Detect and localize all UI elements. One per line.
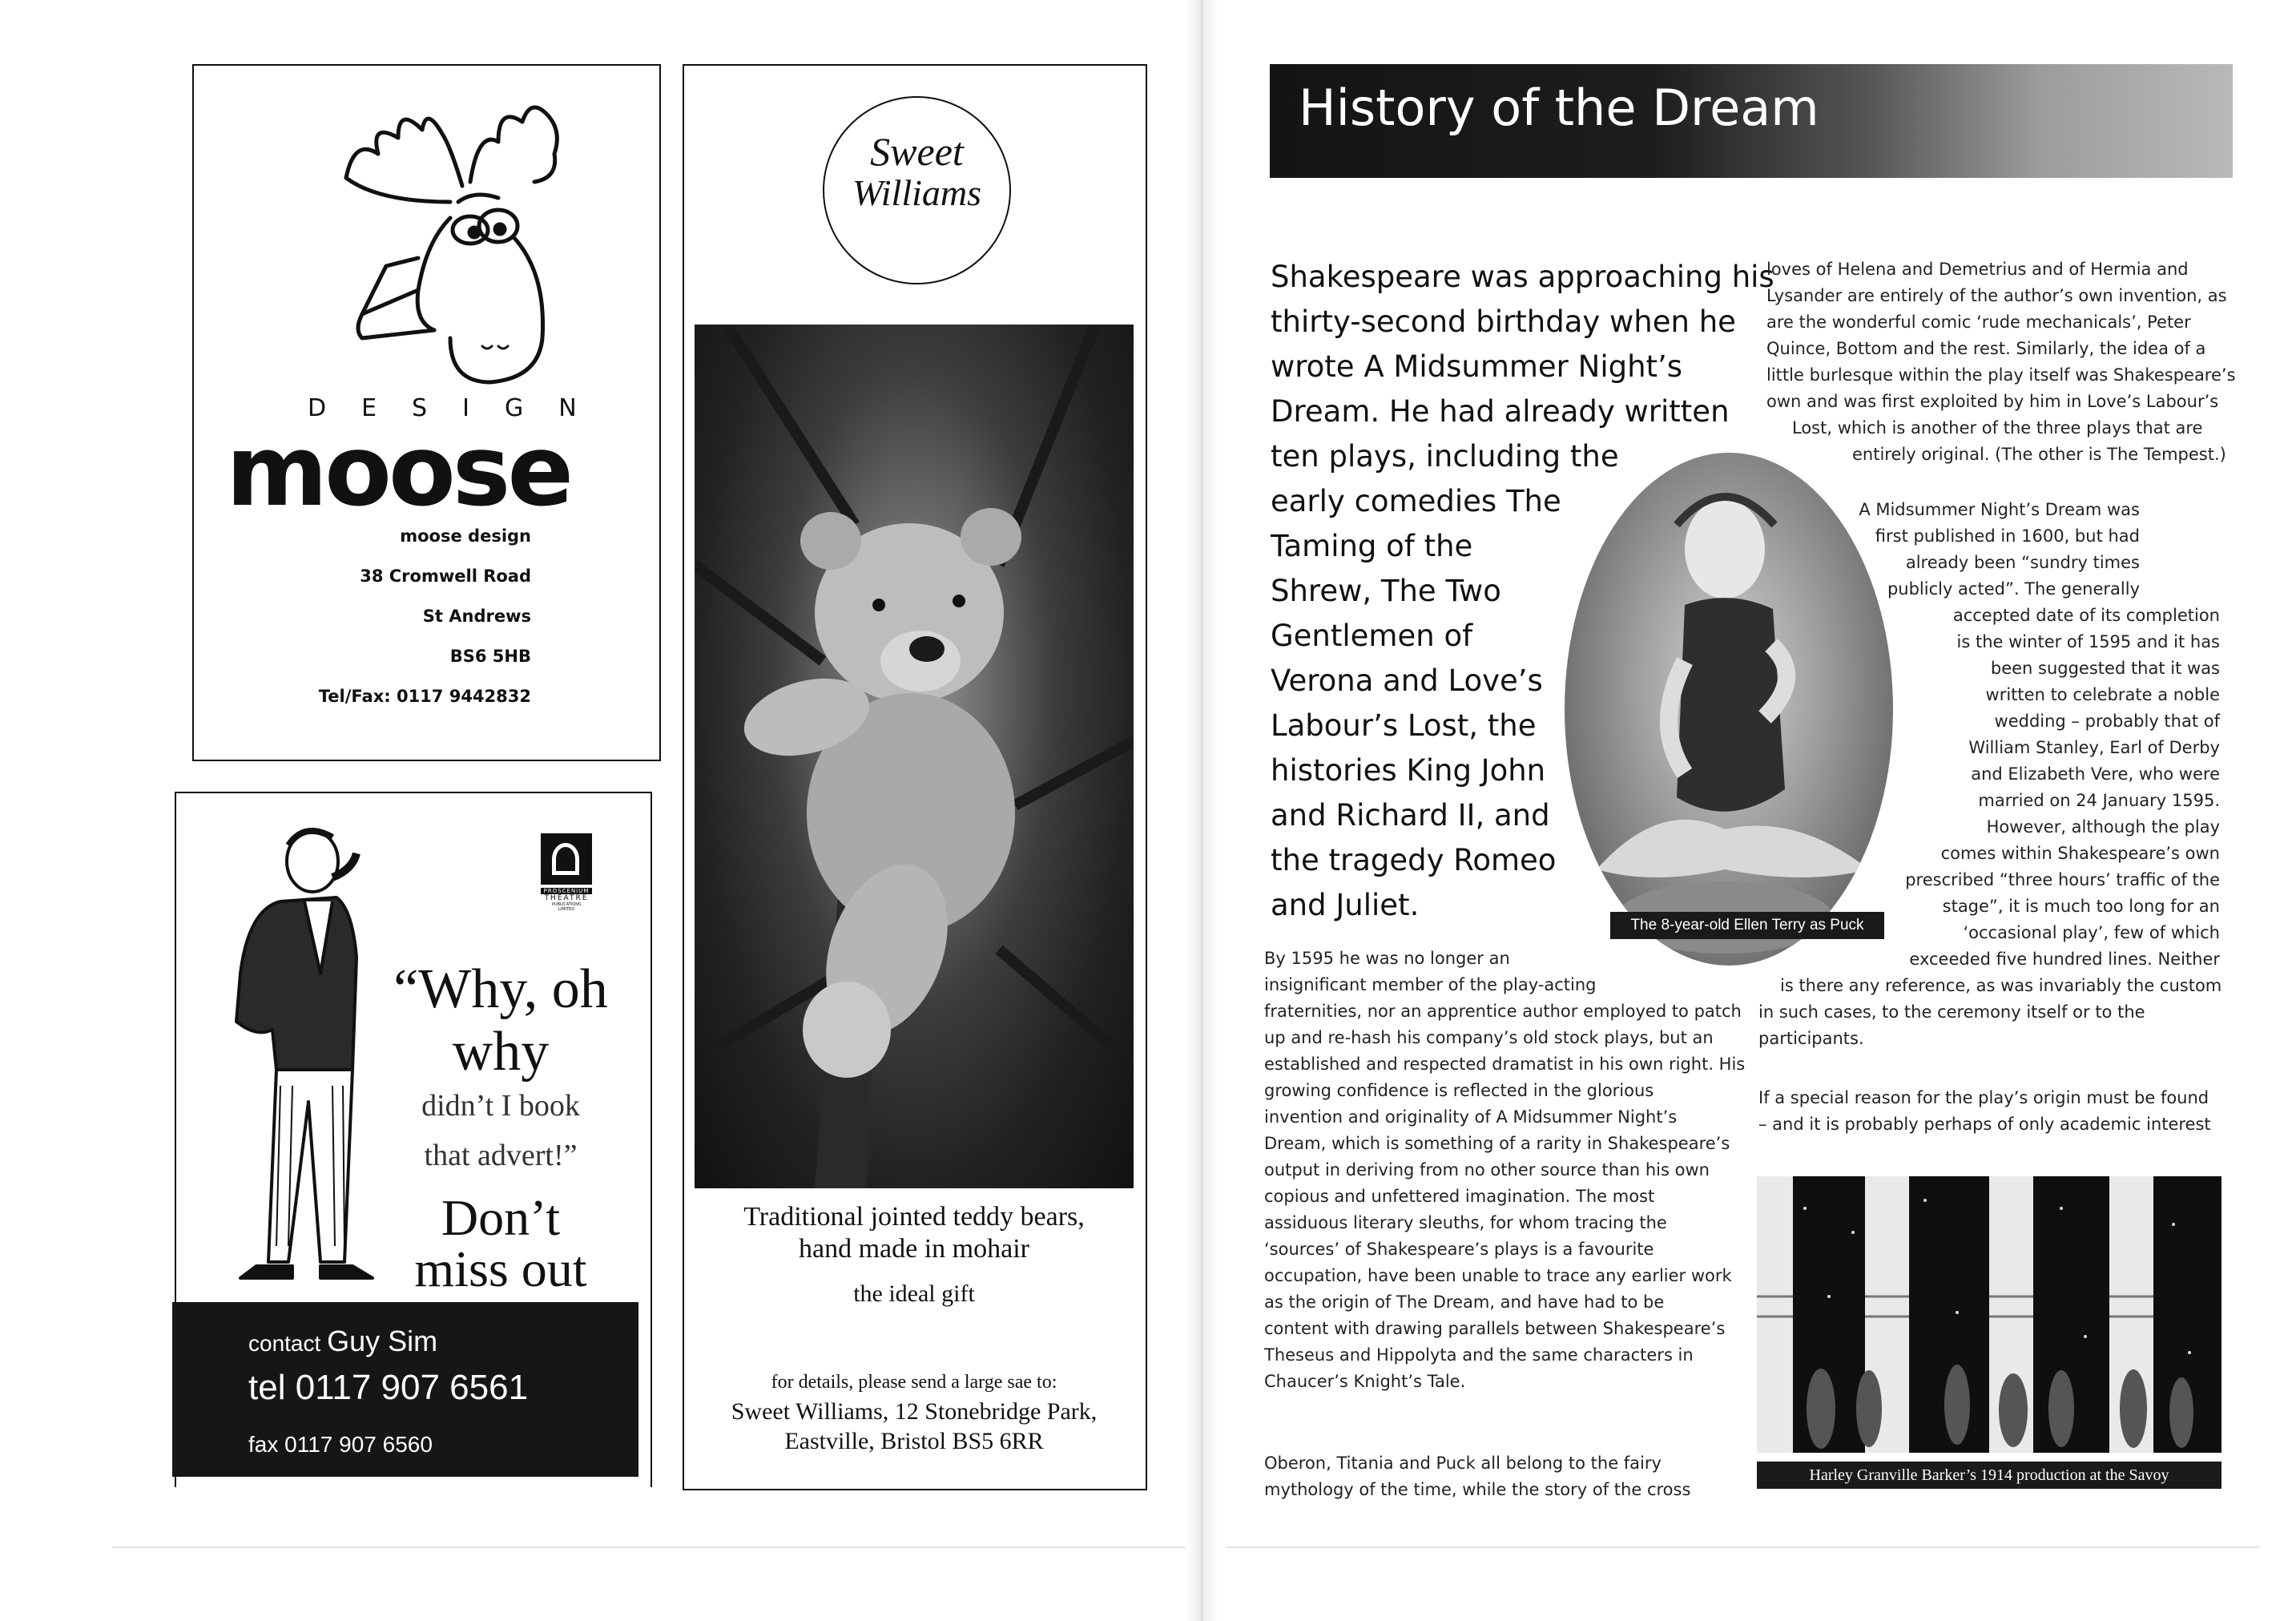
proscenium-logo bbox=[541, 833, 592, 912]
lede-line-10: Verona and Love’s bbox=[1271, 663, 1543, 698]
col2-mid-line-16: stage”, it is much too long for an bbox=[1942, 897, 2220, 916]
col2-bottom-line-1: If a special reason for the play’s origin must be found bbox=[1758, 1088, 2209, 1107]
moose-address-4: BS6 5HB bbox=[449, 647, 531, 666]
col2-mid-line-6: is the winter of 1595 and it has bbox=[1956, 632, 2220, 651]
lede-line-14: the tragedy Romeo bbox=[1271, 843, 1557, 877]
dont-miss-out-line2: miss out bbox=[414, 1240, 587, 1297]
col2-top-line-6: own and was first exploited by him in Love’s Labour’s bbox=[1766, 392, 2219, 411]
why-quote-line3: didn’t I book bbox=[421, 1089, 580, 1123]
proscenium-logo-line2: THEATRE bbox=[544, 894, 589, 902]
col2-mid-line-10: William Stanley, Earl of Derby bbox=[1968, 738, 2220, 757]
article-title: History of the Dream bbox=[1299, 79, 1819, 137]
lede-line-3: wrote A Midsummer Night’s bbox=[1271, 349, 1683, 384]
col2-mid-line-15: prescribed “three hours’ traffic of the bbox=[1905, 870, 2220, 889]
details-line2: Sweet Williams, 12 Stonebridge Park, bbox=[731, 1398, 1098, 1425]
col2-top-line-8: entirely original. (The other is The Tempest.) bbox=[1852, 445, 2226, 464]
teddy-caption-line2: hand made in mohair bbox=[799, 1234, 1029, 1264]
lede-line-12: histories King John bbox=[1271, 753, 1546, 788]
col1-line-13: occupation, have been unable to trace any earlier work bbox=[1264, 1266, 1732, 1285]
col2-mid-line-3: already been “sundry times bbox=[1905, 553, 2140, 572]
col2-mid-line-2: first published in 1600, but had bbox=[1875, 526, 2140, 546]
proscenium-logo-glyph bbox=[552, 843, 579, 875]
teddy-caption-line3: the ideal gift bbox=[853, 1280, 975, 1307]
col1-line-14: as the origin of The Dream, and have had to be bbox=[1264, 1292, 1665, 1312]
why-quote-line4: that advert!” bbox=[424, 1139, 578, 1172]
moose-brand-logo: moose bbox=[226, 414, 571, 528]
col2-mid-line-18: exceeded five hundred lines. Neither bbox=[1909, 950, 2220, 969]
sweet-williams-logo bbox=[823, 96, 1011, 284]
man-on-phone-illustration bbox=[192, 813, 385, 1294]
dont-miss-out-line1: Don’t bbox=[441, 1189, 561, 1246]
col2-top-line-5: little burlesque within the play itself was Shakespeare’s bbox=[1766, 365, 2236, 385]
col2-mid-line-8: written to celebrate a noble bbox=[1985, 685, 2220, 704]
col1-line-12: ‘sources’ of Shakespeare’s plays is a favourite bbox=[1264, 1240, 1654, 1259]
sweet-williams-logo-line2: Williams bbox=[852, 172, 982, 213]
contact-bar bbox=[172, 1302, 638, 1477]
col1-line-5: established and respected dramatist in his own right. His bbox=[1264, 1054, 1746, 1074]
savoy-caption: Harley Granville Barker’s 1914 production at the Savoy bbox=[1757, 1462, 2221, 1489]
teddy-bear-shape bbox=[695, 325, 1134, 1188]
col1-line-8: Dream, which is something of a rarity in Shakespeare’s bbox=[1264, 1134, 1730, 1153]
ellen-terry-photo bbox=[1565, 453, 1893, 966]
col2-top-line-4: Quince, Bottom and the rest. Similarly, the idea of a bbox=[1766, 339, 2206, 358]
contact-prefix: contact bbox=[248, 1331, 321, 1356]
teddy-caption-line1: Traditional jointed teddy bears, bbox=[743, 1202, 1085, 1232]
why-quote-line1: “Why, oh bbox=[393, 958, 608, 1020]
lede-line-13: and Richard II, and bbox=[1271, 798, 1550, 833]
lede-line-1: Shakespeare was approaching his bbox=[1271, 260, 1774, 294]
col2-top-line-7: Lost, which is another of the three plays that are bbox=[1792, 418, 2203, 438]
col2-mid-line-21: participants. bbox=[1758, 1029, 1864, 1048]
contact-line bbox=[248, 1325, 437, 1358]
col1-line-16: Theseus and Hippolyta and the same characters in bbox=[1264, 1345, 1694, 1365]
col2-mid-line-9: wedding – probably that of bbox=[1994, 712, 2220, 731]
proscenium-logo-line1: PROSCENIUM bbox=[541, 888, 592, 894]
col2-mid-line-14: comes within Shakespeare’s own bbox=[1940, 844, 2220, 863]
col2-mid-line-20: in such cases, to the ceremony itself or to the bbox=[1758, 1002, 2145, 1022]
proscenium-logo-line4: LIMITED bbox=[558, 907, 575, 912]
page-edge-left bbox=[112, 1546, 1186, 1548]
col2-bottom-line-2: – and it is probably perhaps of only academic interest bbox=[1758, 1115, 2211, 1134]
moose-design-label: DESIGN bbox=[308, 394, 612, 422]
lede-line-6: early comedies The bbox=[1271, 484, 1561, 518]
col1-line-1: By 1595 he was no longer an bbox=[1264, 949, 1510, 968]
contact-name: Guy Sim bbox=[327, 1325, 438, 1357]
ellen-terry-figure bbox=[1565, 453, 1893, 966]
moose-address-3: St Andrews bbox=[422, 607, 531, 626]
col2-mid-line-17: ‘occasional play’, few of which bbox=[1963, 923, 2220, 942]
lede-line-11: Labour’s Lost, the bbox=[1271, 708, 1537, 743]
col2-mid-line-4: publicly acted”. The generally bbox=[1887, 579, 2140, 599]
col1-line-10: copious and unfettered imagination. The most bbox=[1264, 1187, 1655, 1206]
lede-line-7: Taming of the bbox=[1271, 529, 1473, 563]
moose-address-1: moose design bbox=[400, 526, 531, 546]
sweet-williams-logo-line1: Sweet bbox=[870, 129, 964, 174]
proscenium-logo-line3: PUBLICATIONS bbox=[551, 902, 582, 907]
moose-design-ad bbox=[192, 64, 661, 761]
col1-line-6: growing confidence is reflected in the glorious bbox=[1264, 1081, 1654, 1100]
col1-line-9: output in deriving from no other source than his own bbox=[1264, 1160, 1710, 1179]
col2-mid-line-1: A Midsummer Night’s Dream was bbox=[1859, 500, 2140, 519]
col1-line-17: Chaucer’s Knight’s Tale. bbox=[1264, 1372, 1466, 1391]
lede-line-4: Dream. He had already written bbox=[1271, 394, 1730, 429]
col2-mid-line-5: accepted date of its completion bbox=[1952, 606, 2220, 625]
col1-line-2: insignificant member of the play-acting bbox=[1264, 975, 1597, 994]
moose-illustration bbox=[330, 82, 570, 386]
page-gutter bbox=[1186, 0, 1218, 1621]
col2-mid-line-13: However, although the play bbox=[1986, 817, 2220, 837]
teddy-bear-photo bbox=[695, 325, 1134, 1188]
savoy-stage-scene bbox=[1757, 1176, 2221, 1453]
col1-line-11: assiduous literary sleuths, for whom tracing the bbox=[1264, 1213, 1667, 1232]
lede-line-9: Gentlemen of bbox=[1271, 619, 1473, 653]
lede-line-2: thirty-second birthday when he bbox=[1271, 304, 1736, 339]
col1-line-4: up and re-hash his company’s old stock plays, but an bbox=[1264, 1028, 1714, 1047]
col2-top-line-2: Lysander are entirely of the author’s own invention, as bbox=[1766, 286, 2227, 305]
col1-line-15: content with drawing parallels between Shakespeare’s bbox=[1264, 1319, 1726, 1338]
col1-tail-line-1: Oberon, Titania and Puck all belong to the fairy bbox=[1264, 1454, 1662, 1473]
ellen-terry-caption: The 8-year-old Ellen Terry as Puck bbox=[1610, 912, 1884, 939]
col2-mid-line-19: is there any reference, as was invariably the custom bbox=[1780, 976, 2222, 995]
col2-top-line-3: are the wonderful comic ‘rude mechanicals’, Peter bbox=[1766, 313, 2191, 332]
col2-mid-line-12: married on 24 January 1595. bbox=[1978, 791, 2220, 810]
col1-tail-line-2: mythology of the time, while the story of the cross bbox=[1264, 1480, 1691, 1499]
contact-tel: tel 0117 907 6561 bbox=[248, 1368, 529, 1407]
col2-top-line-1: loves of Helena and Demetrius and of Hermia and bbox=[1766, 260, 2189, 279]
details-line1: for details, please send a large sae to: bbox=[771, 1372, 1057, 1393]
lede-line-5: ten plays, including the bbox=[1271, 439, 1619, 474]
proscenium-logo-mark bbox=[541, 833, 592, 885]
col1-line-3: fraternities, nor an apprentice author employed to patch bbox=[1264, 1002, 1742, 1021]
page-edge-right bbox=[1226, 1546, 2259, 1548]
col2-mid-line-11: and Elizabeth Vere, who were bbox=[1971, 764, 2220, 784]
why-quote-line2: why bbox=[452, 1021, 550, 1083]
moose-address-2: 38 Cromwell Road bbox=[360, 567, 531, 586]
contact-fax: fax 0117 907 6560 bbox=[248, 1432, 433, 1457]
lede-line-15: and Juliet. bbox=[1271, 888, 1420, 922]
article-title-banner bbox=[1270, 64, 2233, 178]
col2-mid-line-7: been suggested that it was bbox=[1990, 659, 2220, 678]
lede-line-8: Shrew, The Two bbox=[1271, 574, 1501, 608]
details-line3: Eastville, Bristol BS5 6RR bbox=[784, 1428, 1044, 1454]
savoy-production-photo bbox=[1757, 1176, 2221, 1453]
col1-line-7: invention and originality of A Midsummer Night’s bbox=[1264, 1107, 1678, 1127]
moose-address-5: Tel/Fax: 0117 9442832 bbox=[318, 687, 531, 706]
